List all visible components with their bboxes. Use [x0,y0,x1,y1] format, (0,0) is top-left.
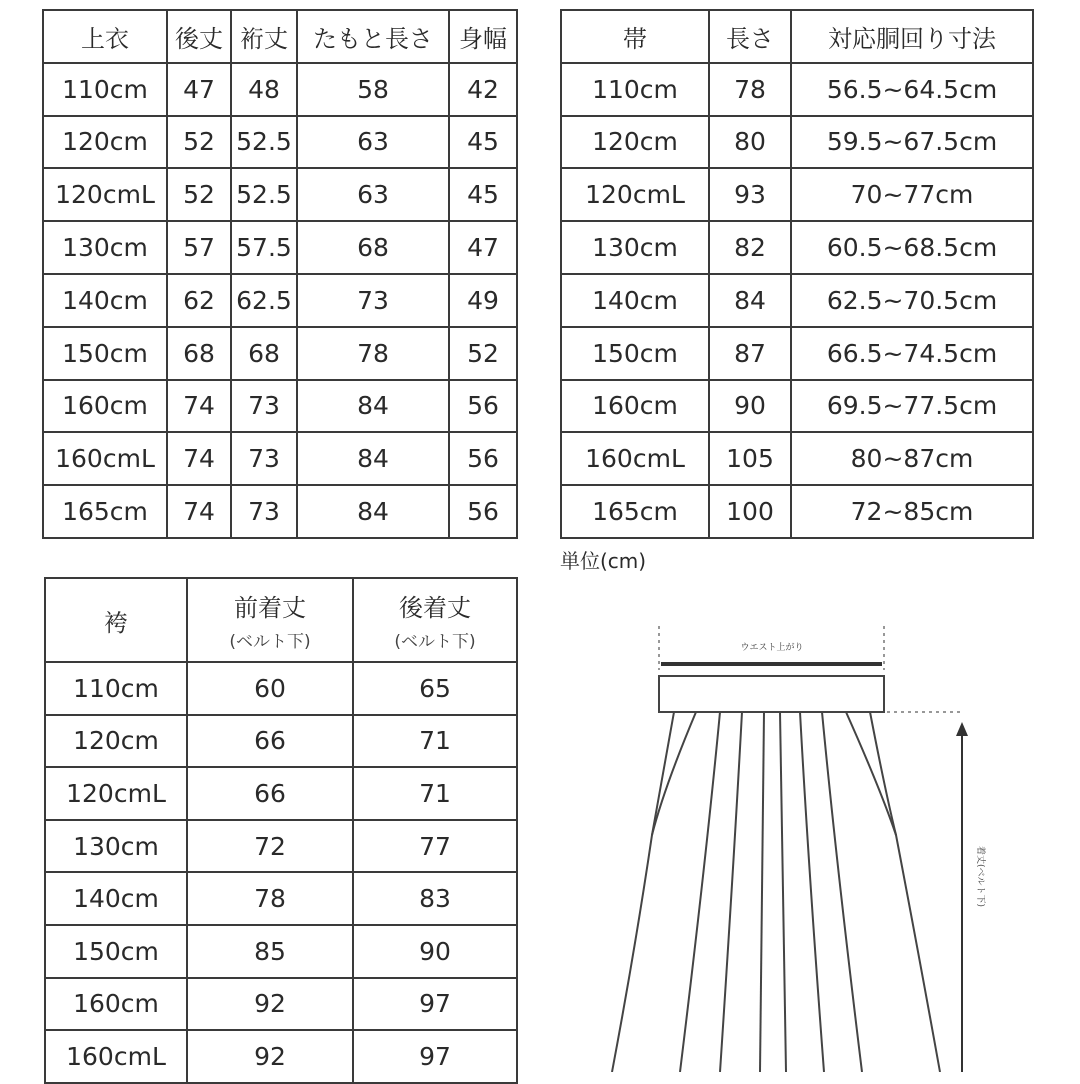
value-cell: 56 [449,485,517,538]
value-cell: 62 [167,274,231,327]
value-cell: 63 [297,168,449,221]
value-cell: 71 [353,715,517,768]
value-cell: 73 [297,274,449,327]
value-cell: 69.5~77.5cm [791,380,1033,433]
value-cell: 58 [297,63,449,116]
value-cell: 78 [709,63,791,116]
size-cell: 120cmL [561,168,709,221]
value-cell: 47 [167,63,231,116]
value-cell: 85 [187,925,353,978]
value-cell: 71 [353,767,517,820]
table-row [43,327,517,380]
value-cell: 105 [709,432,791,485]
pleat-line [680,712,720,1072]
table-row [43,274,517,327]
size-cell: 160cmL [45,1030,187,1083]
size-cell: 120cm [45,715,187,768]
value-cell: 68 [297,221,449,274]
pleat-line [760,712,764,1072]
table-row [45,715,517,768]
size-cell: 160cm [561,380,709,433]
table-row [561,116,1033,169]
table-header-row [43,10,517,63]
size-cell: 120cm [561,116,709,169]
table-row [561,221,1033,274]
table-row [45,925,517,978]
table-row [45,872,517,925]
size-cell: 160cmL [43,432,167,485]
hakama-diagram [600,610,1000,1072]
column-header: 上衣 [43,10,167,63]
value-cell: 66 [187,767,353,820]
table-row [561,327,1033,380]
value-cell: 57 [167,221,231,274]
value-cell: 56 [449,380,517,433]
table-row [45,662,517,715]
value-cell: 84 [709,274,791,327]
pleat-line [800,712,824,1072]
value-cell: 80~87cm [791,432,1033,485]
column-header: 対応胴回り寸法 [791,10,1033,63]
value-cell: 70~77cm [791,168,1033,221]
table-row [45,767,517,820]
value-cell: 60 [187,662,353,715]
size-cell: 160cm [43,380,167,433]
pleat-line [822,712,862,1072]
pleat-line [720,712,742,1072]
value-cell: 45 [449,168,517,221]
size-cell: 120cmL [45,767,187,820]
size-cell: 150cm [45,925,187,978]
value-cell: 57.5 [231,221,297,274]
value-cell: 63 [297,116,449,169]
size-cell: 150cm [561,327,709,380]
size-cell: 110cm [45,662,187,715]
size-cell: 160cm [45,978,187,1031]
value-cell: 84 [297,485,449,538]
value-cell: 80 [709,116,791,169]
column-header-label: 前着丈 [234,594,306,622]
value-cell: 59.5~67.5cm [791,116,1033,169]
value-cell: 83 [353,872,517,925]
table-row [43,168,517,221]
value-cell: 48 [231,63,297,116]
value-cell: 68 [231,327,297,380]
column-header: 後丈 [167,10,231,63]
value-cell: 56 [449,432,517,485]
value-cell: 78 [297,327,449,380]
size-cell: 140cm [561,274,709,327]
size-cell: 120cmL [43,168,167,221]
value-cell: 52 [167,168,231,221]
hakama-size-table [44,577,518,1084]
value-cell: 42 [449,63,517,116]
value-cell: 62.5~70.5cm [791,274,1033,327]
table-row [45,978,517,1031]
column-header: 帯 [561,10,709,63]
value-cell: 60.5~68.5cm [791,221,1033,274]
size-cell: 140cm [43,274,167,327]
table-row [43,116,517,169]
waistband [659,676,884,712]
value-cell: 73 [231,380,297,433]
size-cell: 150cm [43,327,167,380]
size-cell: 130cm [43,221,167,274]
value-cell: 92 [187,978,353,1031]
arrow-up-icon [956,722,968,736]
column-header-sublabel: (ベルト下) [394,632,476,652]
pleat-line [780,712,786,1072]
value-cell: 74 [167,485,231,538]
column-header: 長さ [709,10,791,63]
value-cell: 100 [709,485,791,538]
skirt-left-edge [612,712,674,1072]
table-row [561,63,1033,116]
size-cell: 140cm [45,872,187,925]
value-cell: 77 [353,820,517,873]
size-cell: 160cmL [561,432,709,485]
size-cell: 165cm [43,485,167,538]
table-row [43,432,517,485]
value-cell: 52 [449,327,517,380]
table-row [43,63,517,116]
obi-size-table [560,9,1034,539]
skirt-right-edge [870,712,940,1072]
table-row [561,168,1033,221]
column-header [45,578,187,662]
value-cell: 65 [353,662,517,715]
value-cell: 45 [449,116,517,169]
top-garment-size-table [42,9,518,539]
unit-note: 単位(cm) [560,549,647,573]
column-header [187,578,353,662]
table-row [561,432,1033,485]
table-row [561,380,1033,433]
value-cell: 52 [167,116,231,169]
right-side-slit [846,712,896,835]
value-cell: 73 [231,432,297,485]
value-cell: 56.5~64.5cm [791,63,1033,116]
table-row [43,221,517,274]
table-row [561,274,1033,327]
table-row [43,485,517,538]
value-cell: 52.5 [231,116,297,169]
value-cell: 66 [187,715,353,768]
value-cell: 62.5 [231,274,297,327]
column-header-sublabel: (ベルト下) [229,632,311,652]
value-cell: 93 [709,168,791,221]
table-header-row [561,10,1033,63]
value-cell: 47 [449,221,517,274]
value-cell: 49 [449,274,517,327]
table-row [561,485,1033,538]
size-cell: 165cm [561,485,709,538]
value-cell: 66.5~74.5cm [791,327,1033,380]
column-header: たもと長さ [297,10,449,63]
column-header: 身幅 [449,10,517,63]
value-cell: 84 [297,380,449,433]
value-cell: 68 [167,327,231,380]
column-header-label: 袴 [104,608,128,637]
value-cell: 92 [187,1030,353,1083]
table-row [45,820,517,873]
value-cell: 87 [709,327,791,380]
value-cell: 97 [353,978,517,1031]
table-row [45,1030,517,1083]
column-header [353,578,517,662]
value-cell: 84 [297,432,449,485]
size-cell: 110cm [561,63,709,116]
value-cell: 82 [709,221,791,274]
value-cell: 78 [187,872,353,925]
value-cell: 52.5 [231,168,297,221]
value-cell: 97 [353,1030,517,1083]
size-cell: 120cm [43,116,167,169]
size-cell: 130cm [45,820,187,873]
left-side-slit [652,712,696,835]
column-header-label: 後着丈 [399,594,471,622]
table-header-row [45,578,517,662]
table-row [43,380,517,433]
value-cell: 74 [167,380,231,433]
value-cell: 73 [231,485,297,538]
column-header: 裄丈 [231,10,297,63]
value-cell: 72 [187,820,353,873]
waist-label: ウエスト上がり [740,643,804,653]
size-cell: 130cm [561,221,709,274]
value-cell: 90 [709,380,791,433]
value-cell: 74 [167,432,231,485]
length-label: 着丈(ベルト下) [975,846,985,908]
value-cell: 72~85cm [791,485,1033,538]
size-cell: 110cm [43,63,167,116]
value-cell: 90 [353,925,517,978]
